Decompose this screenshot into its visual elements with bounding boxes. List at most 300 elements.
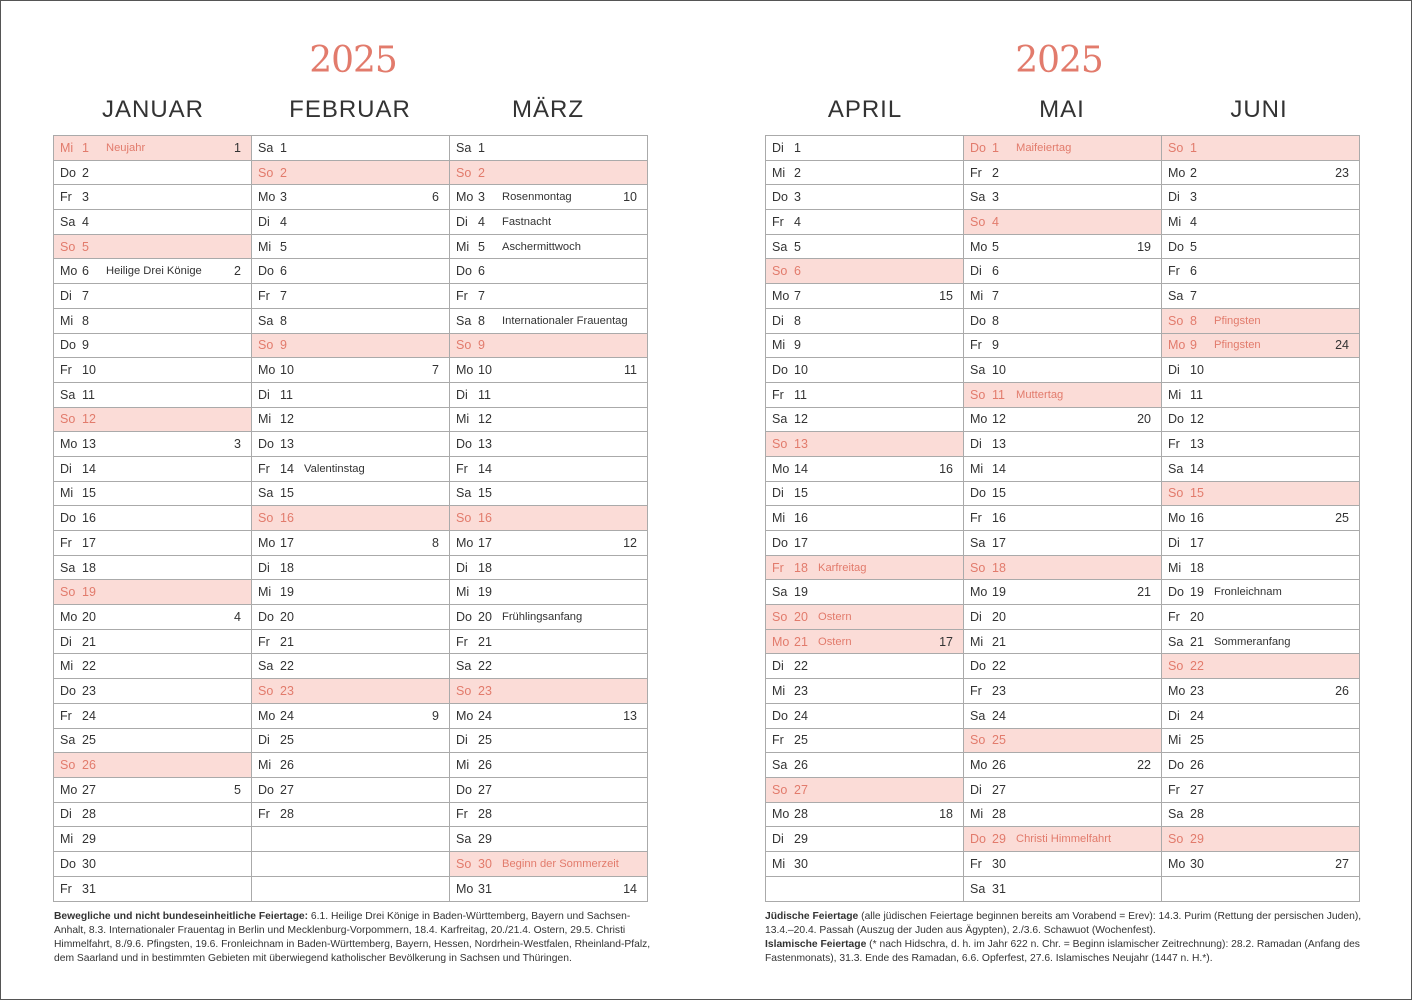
day-number: 16 [280, 511, 294, 526]
day-row [964, 803, 1161, 828]
weekday-label: Di [1168, 708, 1180, 723]
weekday-label: So [258, 338, 274, 353]
day-row [964, 358, 1161, 383]
weekday-label: So [970, 387, 986, 402]
day-row [766, 877, 963, 902]
day-number: 6 [794, 264, 801, 279]
day-number: 11 [478, 387, 491, 402]
day-number: 20 [478, 609, 492, 624]
day-row [1162, 827, 1359, 852]
day-row [54, 556, 251, 581]
weekday-label: Mo [772, 461, 790, 476]
month-name: FEBRUAR [289, 96, 411, 123]
day-row [450, 506, 647, 531]
day-row [766, 482, 963, 507]
day-row [450, 630, 647, 655]
day-row [1162, 259, 1359, 284]
event-label: Karfreitag [818, 561, 867, 574]
event-label: Neujahr [106, 141, 146, 154]
day-number: 14 [478, 461, 492, 476]
week-number: 4 [234, 609, 241, 624]
weekday-label: Do [772, 708, 788, 723]
weekday-label: Sa [60, 560, 76, 575]
day-row [1162, 457, 1359, 482]
day-number: 11 [1190, 387, 1203, 402]
weekday-label: Di [970, 609, 982, 624]
weekday-label: Sa [456, 832, 472, 847]
day-row [54, 679, 251, 704]
day-number: 3 [82, 190, 89, 205]
month-name: APRIL [827, 96, 903, 123]
day-row [450, 136, 647, 161]
day-row [54, 803, 251, 828]
day-number: 25 [1190, 733, 1204, 748]
day-row [766, 383, 963, 408]
day-row [766, 432, 963, 457]
day-number: 26 [478, 758, 492, 773]
weekday-label: Mi [1168, 387, 1182, 402]
weekday-label: So [772, 782, 788, 797]
day-row [252, 136, 449, 161]
weekday-label: Do [258, 609, 274, 624]
weekday-label: Do [258, 782, 274, 797]
day-row [1162, 235, 1359, 260]
day-row [1162, 605, 1359, 630]
day-row [450, 704, 647, 729]
weekday-label: Sa [456, 140, 472, 155]
weekday-label: Fr [258, 461, 270, 476]
day-row [766, 506, 963, 531]
day-number: 7 [992, 288, 999, 303]
day-number: 27 [82, 782, 96, 797]
calendar-grid [53, 135, 648, 902]
day-number: 28 [992, 807, 1006, 822]
day-row [450, 383, 647, 408]
day-row [766, 408, 963, 433]
day-number: 20 [82, 609, 96, 624]
weekday-label: Fr [772, 387, 784, 402]
weekday-label: Do [970, 659, 986, 674]
weekday-label: Di [772, 659, 784, 674]
day-row [766, 284, 963, 309]
event-label: Internationaler Frauentag [502, 314, 628, 327]
day-row [450, 185, 647, 210]
day-number: 22 [82, 659, 96, 674]
day-row [1162, 358, 1359, 383]
day-row [450, 457, 647, 482]
day-row [54, 704, 251, 729]
footnote [54, 910, 654, 966]
week-number: 8 [432, 535, 439, 550]
day-row [766, 259, 963, 284]
day-number: 21 [82, 634, 96, 649]
day-number: 21 [1190, 634, 1204, 649]
day-number: 30 [794, 856, 808, 871]
weekday-label: Mo [970, 239, 988, 254]
day-row [964, 210, 1161, 235]
day-number: 16 [82, 511, 96, 526]
day-number: 28 [478, 807, 492, 822]
day-row [252, 531, 449, 556]
day-row [766, 852, 963, 877]
day-number: 12 [992, 412, 1006, 427]
weekday-label: Mi [60, 486, 74, 501]
weekday-label: Mi [60, 313, 74, 328]
weekday-label: Mo [456, 190, 474, 205]
day-row [450, 358, 647, 383]
week-number: 6 [432, 190, 439, 205]
weekday-label: Do [456, 264, 472, 279]
day-row [766, 827, 963, 852]
weekday-label: Di [1168, 363, 1180, 378]
day-number: 7 [82, 288, 89, 303]
footnote-text: 6.1. Heilige Drei Könige in Baden-Württemberg, Bayern und Sachsen-Anhalt, 8.3. Internationaler Frauentag in Berlin und Mecklenburg-Vorpommern, 18.4. Karfreitag, 20./21.4. Ostern, 29.5. Christi Himmelfahrt, 8./9.6. Pfingsten, 19.6. Fronleichnam in Baden-Württemberg, Bayern, Hessen, Nordrhein-Westfalen, Rheinland-Pfalz, dem Saarland und in bestimmten Gebieten mit überwiegend katholischer Bevölkerung in Sachsen und Thüringen. [54, 911, 651, 964]
day-row [964, 235, 1161, 260]
day-number: 5 [82, 239, 89, 254]
day-row [1162, 185, 1359, 210]
week-number: 5 [234, 782, 241, 797]
day-number: 12 [82, 412, 96, 427]
day-row [252, 506, 449, 531]
day-number: 13 [280, 437, 294, 452]
day-row [450, 334, 647, 359]
day-row [1162, 531, 1359, 556]
event-label: Valentinstag [304, 462, 365, 475]
week-number: 13 [623, 708, 637, 723]
weekday-label: Sa [970, 363, 986, 378]
week-number: 22 [1137, 758, 1151, 773]
day-row [766, 210, 963, 235]
weekday-label: Sa [1168, 288, 1184, 303]
day-number: 1 [992, 140, 999, 155]
day-number: 9 [992, 338, 999, 353]
day-number: 19 [1190, 585, 1204, 600]
day-number: 30 [478, 856, 492, 871]
day-row [252, 654, 449, 679]
day-row [252, 827, 449, 852]
day-number: 20 [992, 609, 1006, 624]
month-column [449, 136, 647, 901]
day-number: 17 [82, 535, 96, 550]
day-number: 4 [794, 214, 801, 229]
day-row [54, 334, 251, 359]
year-heading: 2025 [309, 40, 397, 81]
day-row [450, 556, 647, 581]
event-label: Beginn der Sommerzeit [502, 857, 619, 870]
weekday-label: Mi [772, 856, 786, 871]
day-row [54, 506, 251, 531]
weekday-label: Fr [970, 338, 982, 353]
day-number: 16 [478, 511, 492, 526]
day-number: 8 [82, 313, 89, 328]
weekday-label: Mo [1168, 165, 1186, 180]
day-row [450, 852, 647, 877]
day-row [1162, 309, 1359, 334]
day-number: 8 [794, 313, 801, 328]
day-number: 9 [1190, 338, 1197, 353]
event-label: Rosenmontag [502, 191, 572, 204]
weekday-label: So [772, 264, 788, 279]
weekday-label: Fr [970, 683, 982, 698]
weekday-label: Fr [970, 856, 982, 871]
day-number: 9 [478, 338, 485, 353]
weekday-label: Mo [60, 437, 78, 452]
weekday-label: Do [258, 437, 274, 452]
day-number: 12 [794, 412, 808, 427]
weekday-label: Do [970, 486, 986, 501]
day-number: 24 [794, 708, 808, 723]
day-row [252, 803, 449, 828]
weekday-label: Mo [772, 288, 790, 303]
day-row [766, 457, 963, 482]
weekday-label: Mi [456, 585, 470, 600]
weekday-label: Sa [258, 659, 274, 674]
day-row [766, 185, 963, 210]
month-name: JANUAR [101, 96, 204, 123]
day-row [54, 284, 251, 309]
day-row [1162, 161, 1359, 186]
day-number: 1 [82, 140, 89, 155]
event-label: Fastnacht [502, 215, 552, 228]
weekday-label: Fr [258, 288, 270, 303]
day-number: 26 [280, 758, 294, 773]
weekday-label: Mo [456, 363, 474, 378]
day-number: 13 [82, 437, 96, 452]
weekday-label: So [456, 856, 472, 871]
day-number: 14 [992, 461, 1006, 476]
week-number: 18 [939, 807, 953, 822]
weekday-label: Do [60, 856, 76, 871]
weekday-label: Do [772, 363, 788, 378]
day-number: 7 [794, 288, 801, 303]
day-number: 10 [794, 363, 808, 378]
week-number: 26 [1335, 683, 1349, 698]
month-column [251, 136, 449, 901]
day-number: 5 [992, 239, 999, 254]
day-row [964, 408, 1161, 433]
day-number: 12 [280, 412, 294, 427]
day-row [450, 259, 647, 284]
day-row [766, 531, 963, 556]
day-number: 14 [82, 461, 96, 476]
day-row [252, 852, 449, 877]
day-row [766, 778, 963, 803]
weekday-label: Do [772, 535, 788, 550]
day-row [964, 679, 1161, 704]
weekday-label: Mi [258, 758, 272, 773]
day-number: 16 [794, 511, 808, 526]
week-number: 23 [1335, 165, 1349, 180]
day-row [964, 852, 1161, 877]
day-number: 6 [478, 264, 485, 279]
day-row [252, 185, 449, 210]
day-number: 13 [1190, 437, 1204, 452]
day-row [450, 778, 647, 803]
day-row [54, 235, 251, 260]
day-number: 17 [992, 535, 1006, 550]
day-number: 1 [794, 140, 801, 155]
day-row [766, 309, 963, 334]
weekday-label: Do [1168, 758, 1184, 773]
day-row [54, 630, 251, 655]
day-number: 17 [280, 535, 294, 550]
day-row [252, 556, 449, 581]
weekday-label: Sa [456, 313, 472, 328]
day-number: 4 [280, 214, 287, 229]
weekday-label: Fr [772, 560, 784, 575]
day-number: 8 [478, 313, 485, 328]
event-label: Muttertag [1016, 388, 1064, 401]
day-number: 2 [280, 165, 287, 180]
weekday-label: So [60, 758, 76, 773]
weekday-label: Sa [970, 708, 986, 723]
day-number: 27 [1190, 782, 1204, 797]
day-number: 22 [280, 659, 294, 674]
weekday-label: Mo [970, 585, 988, 600]
weekday-label: Do [456, 782, 472, 797]
month-column [54, 136, 251, 901]
weekday-label: Di [60, 807, 72, 822]
weekday-label: Mo [456, 881, 474, 896]
month-name: JUNI [1230, 96, 1288, 123]
weekday-label: Di [258, 560, 270, 575]
weekday-label: Mo [772, 807, 790, 822]
day-row [450, 161, 647, 186]
weekday-label: Mo [60, 264, 78, 279]
day-row [1162, 210, 1359, 235]
day-row [1162, 852, 1359, 877]
weekday-label: So [456, 165, 472, 180]
month-name: MAI [1039, 96, 1085, 123]
day-number: 14 [280, 461, 294, 476]
day-row [1162, 136, 1359, 161]
day-number: 13 [478, 437, 492, 452]
weekday-label: Do [970, 832, 986, 847]
day-number: 9 [280, 338, 287, 353]
weekday-label: Mi [258, 412, 272, 427]
weekday-label: Mo [970, 412, 988, 427]
weekday-label: Mo [772, 634, 790, 649]
day-number: 2 [82, 165, 89, 180]
day-row [54, 161, 251, 186]
weekday-label: Mi [258, 585, 272, 600]
day-row [1162, 556, 1359, 581]
weekday-label: Fr [970, 165, 982, 180]
weekday-label: So [772, 437, 788, 452]
weekday-label: So [258, 683, 274, 698]
day-number: 30 [992, 856, 1006, 871]
day-row [54, 259, 251, 284]
week-number: 1 [234, 140, 241, 155]
weekday-label: Mi [60, 832, 74, 847]
day-row [964, 630, 1161, 655]
day-number: 22 [478, 659, 492, 674]
weekday-label: Mi [970, 634, 984, 649]
day-row [54, 654, 251, 679]
week-number: 2 [234, 264, 241, 279]
weekday-label: Do [258, 264, 274, 279]
event-label: Maifeiertag [1016, 141, 1072, 154]
day-row [252, 704, 449, 729]
day-row [252, 334, 449, 359]
day-number: 27 [992, 782, 1006, 797]
weekday-label: Mi [970, 288, 984, 303]
day-row [54, 210, 251, 235]
day-row [252, 161, 449, 186]
event-label: Christi Himmelfahrt [1016, 833, 1112, 846]
day-number: 18 [794, 560, 808, 575]
weekday-label: Do [60, 165, 76, 180]
week-number: 20 [1137, 412, 1151, 427]
day-number: 21 [478, 634, 492, 649]
weekday-label: Mo [258, 363, 276, 378]
day-row [252, 284, 449, 309]
day-row [450, 482, 647, 507]
weekday-label: So [772, 609, 788, 624]
day-number: 11 [992, 387, 1005, 402]
weekday-label: Di [258, 214, 270, 229]
year-heading: 2025 [1015, 40, 1103, 81]
day-row [964, 605, 1161, 630]
weekday-label: Mo [1168, 683, 1186, 698]
day-number: 1 [478, 140, 485, 155]
day-row [766, 334, 963, 359]
event-label: Fronleichnam [1214, 586, 1282, 599]
day-number: 20 [794, 609, 808, 624]
day-number: 24 [992, 708, 1006, 723]
weekday-label: So [1168, 659, 1184, 674]
day-number: 22 [992, 659, 1006, 674]
day-row [252, 679, 449, 704]
day-number: 15 [280, 486, 294, 501]
day-number: 15 [1190, 486, 1204, 501]
day-number: 21 [992, 634, 1006, 649]
day-row [964, 729, 1161, 754]
day-row [1162, 580, 1359, 605]
day-number: 11 [82, 387, 95, 402]
day-row [450, 605, 647, 630]
day-row [54, 457, 251, 482]
weekday-label: Do [970, 313, 986, 328]
day-row [964, 753, 1161, 778]
day-number: 7 [1190, 288, 1197, 303]
day-number: 6 [1190, 264, 1197, 279]
day-number: 27 [478, 782, 492, 797]
weekday-label: Sa [772, 239, 788, 254]
week-number: 17 [939, 634, 953, 649]
day-row [252, 432, 449, 457]
day-number: 3 [992, 190, 999, 205]
day-number: 23 [478, 683, 492, 698]
day-number: 23 [280, 683, 294, 698]
day-row [964, 482, 1161, 507]
weekday-label: Di [456, 214, 468, 229]
day-number: 15 [82, 486, 96, 501]
weekday-label: So [456, 511, 472, 526]
day-number: 22 [1190, 659, 1204, 674]
day-number: 29 [992, 832, 1006, 847]
day-number: 26 [992, 758, 1006, 773]
day-row [450, 432, 647, 457]
weekday-label: Mi [258, 239, 272, 254]
weekday-label: Fr [258, 634, 270, 649]
day-row [1162, 729, 1359, 754]
weekday-label: Fr [60, 190, 72, 205]
day-number: 25 [478, 733, 492, 748]
day-row [766, 235, 963, 260]
event-label: Pfingsten [1214, 314, 1261, 327]
day-number: 10 [82, 363, 96, 378]
